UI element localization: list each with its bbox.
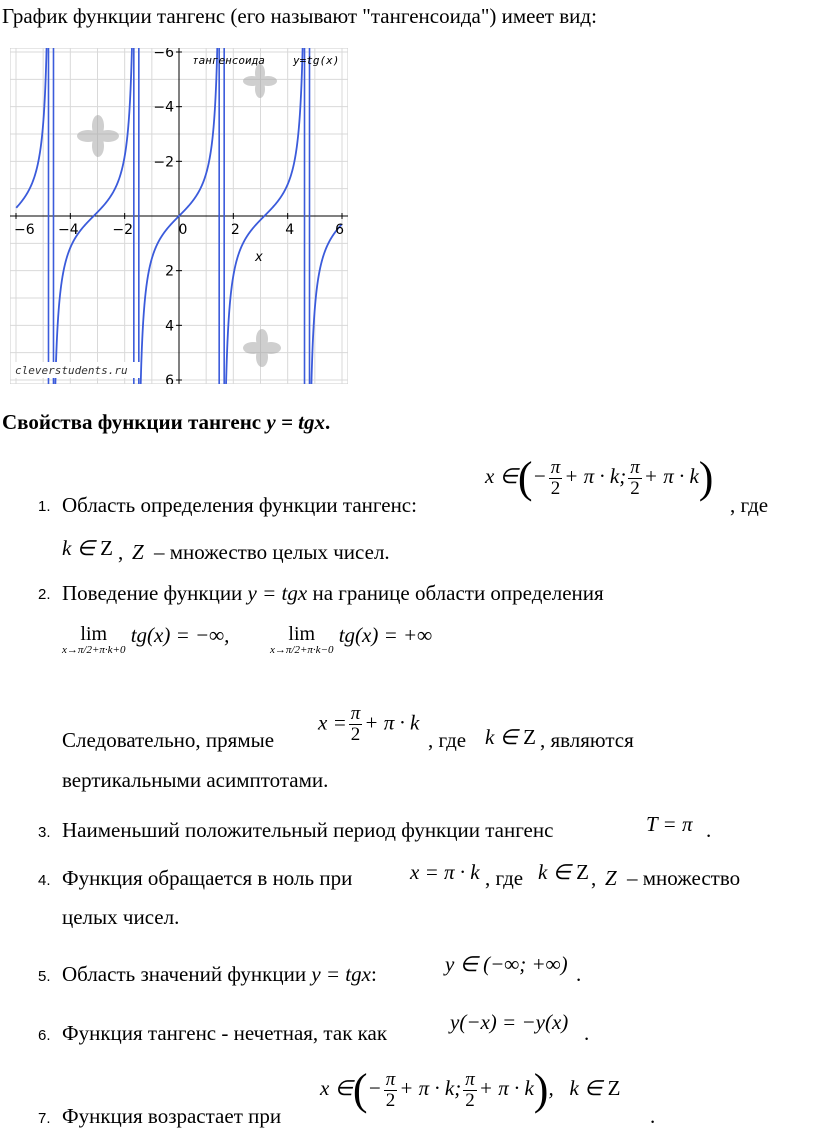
tangent-graph <box>10 48 348 384</box>
item-5-line: Область значений функции y = tgx: <box>62 962 377 986</box>
item-2-limit-right: lim x→π/2+π·k−0 tg(x) = +∞ <box>270 623 433 656</box>
y-tick-label: 2 <box>165 263 174 280</box>
item-1-z: Z <box>132 540 144 564</box>
item-1-comma: , <box>118 540 124 564</box>
item-1-integers: – множество целых чисел. <box>154 540 390 564</box>
heading-text: Свойства функции тангенс <box>2 410 267 434</box>
item-3-period: T = π <box>646 812 693 836</box>
item-1-where: , где <box>730 493 769 517</box>
y-tick-label: −6 <box>153 48 174 61</box>
item-3-text: Наименьший положительный период функции тангенс <box>62 818 554 842</box>
item-6-dot: . <box>584 1021 590 1045</box>
y-tick-label: 6 <box>165 373 174 384</box>
item-5-dot: . <box>576 962 582 986</box>
item-5-range: y ∈ (−∞; +∞) <box>445 952 568 976</box>
item-7-number: 7. <box>38 1110 51 1127</box>
item-4-z: Z <box>605 866 617 890</box>
item-4-set: – множество <box>627 866 741 890</box>
item-7-text: Функция возрастает при <box>62 1104 282 1128</box>
item-4-text: Функция обращается в ноль при <box>62 866 353 890</box>
item-3-number: 3. <box>38 824 51 841</box>
item-1-domain-formula: x ∈(− $\frac{\pi}{2}$ + π · k; $\frac{\pi}{2}$ + π · k) <box>485 453 714 502</box>
x-tick-label: −2 <box>112 222 133 238</box>
item-2-number: 2. <box>38 586 51 603</box>
item-4-where: , где <box>485 866 524 890</box>
x-tick-label: 4 <box>285 222 295 238</box>
properties-heading <box>2 410 330 435</box>
item-4-comma: , <box>591 866 597 890</box>
item-6-text: Функция тангенс - нечетная, так как <box>62 1021 388 1045</box>
item-7-dot: . <box>650 1104 656 1128</box>
y-tick-label: 4 <box>165 318 174 335</box>
item-2-asymptotes: вертикальными асимптотами. <box>62 768 329 792</box>
item-7-increasing-formula: x ∈(− $\frac{\pi}{2}$ + π · k; $\frac{\pi}{2}$ + π · k), k ∈ Z <box>320 1065 621 1114</box>
item-6-number: 6. <box>38 1027 51 1044</box>
item-1-text: Область определения функции тангенс: <box>62 493 417 517</box>
watermark-text: cleverstudents.ru <box>15 364 128 377</box>
item-1-k-in-z: k ∈ Z <box>62 536 113 560</box>
item-2-consequently: Следовательно, прямые <box>62 728 275 752</box>
y-tick-label: −2 <box>153 154 174 171</box>
intro-text: График функции тангенс (его называют "тангенсоида") имеет вид: <box>2 4 597 28</box>
item-2-line: Поведение функции y = tgx на границе области определения <box>62 581 604 605</box>
heading-math: y = tgx <box>266 410 325 434</box>
item-2-where: , где <box>428 728 467 752</box>
heading-dot: . <box>325 410 331 434</box>
x-axis-label: x <box>255 250 263 265</box>
item-2-k-in-z: k ∈ Z <box>485 725 536 749</box>
x-tick-label: 0 <box>178 222 188 238</box>
graph-function-label: y=tg(x) <box>293 54 340 67</box>
item-4-number: 4. <box>38 872 51 889</box>
item-4-zero-formula: x = π · k <box>410 860 480 884</box>
x-tick-label: −4 <box>58 222 79 238</box>
item-2-asymptote-formula: x = $\frac{\pi}{2}$ + π · k <box>318 703 420 745</box>
item-6-odd-formula: y(−x) = −y(x) <box>450 1010 569 1034</box>
item-4-integers: целых чисел. <box>62 905 180 929</box>
item-5-number: 5. <box>38 968 51 985</box>
item-4-k-in-z: k ∈ Z <box>538 860 589 884</box>
item-3-dot: . <box>706 818 712 842</box>
x-tick-label: 2 <box>230 222 240 238</box>
x-tick-label: −6 <box>14 222 35 238</box>
graph-name-label: тангенсоида <box>192 54 265 67</box>
y-tick-label: −4 <box>153 99 174 116</box>
item-2-are: , являются <box>540 728 634 752</box>
x-tick-label: 6 <box>335 222 344 238</box>
item-2-limit-left: lim x→π/2+π·k+0 tg(x) = −∞, <box>62 623 230 656</box>
item-1-number: 1. <box>38 498 51 515</box>
